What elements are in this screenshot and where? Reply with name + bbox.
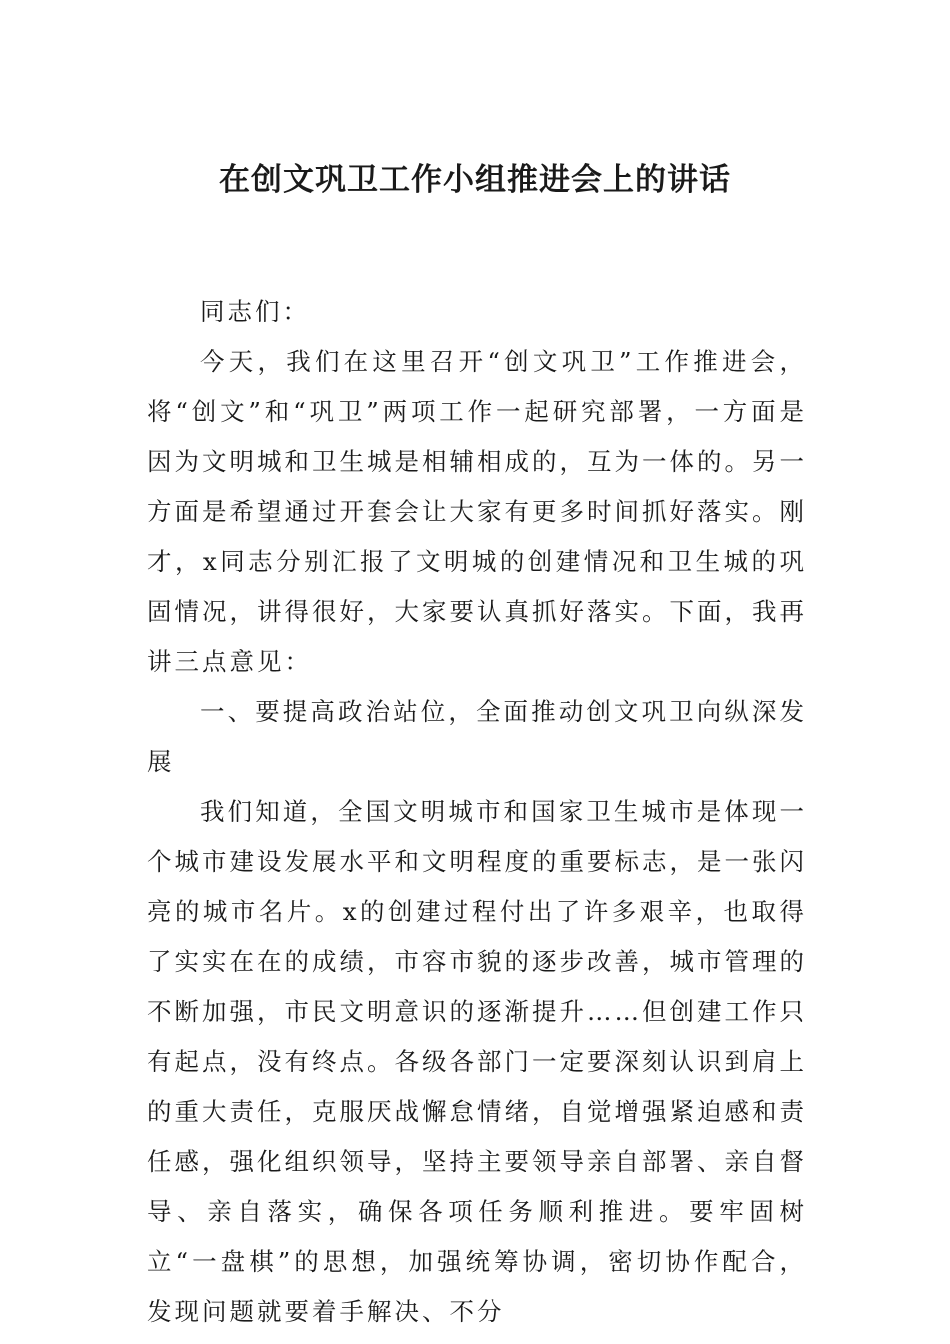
paragraph-intro: 今天，我们在这里召开“创文巩卫”工作推进会，将“创文”和“巩卫”两项工作一起研究部署，一方面是因为文明城和卫生城是相辅相成的，互为一体的。另一方面是希望通过开套会让大家有更多时间抓好落实。刚才，x同志分别汇报了文明城的创建情况和卫生城的巩固情况，讲得很好，大家要认真抓好落实。下面，我再讲三点意见： xyxy=(147,347,807,676)
salutation: 同志们： xyxy=(200,297,310,326)
paragraph-section-1: 我们知道，全国文明城市和国家卫生城市是体现一个城市建设发展水平和文明程度的重要标志，是一张闪亮的城市名片。x的创建过程付出了许多艰辛，也取得了实实在在的成绩，市容市貌的逐步改善，城市管理的不断加强，市民文明意识的逐渐提升……但创建工作只有起点，没有终点。各级各部门一定要深刻认识到肩上的重大责任，克服厌战懈怠情绪，自觉增强紧迫感和责任感，强化组织领导，坚持主要领导亲自部署、亲自督导、亲自落实，确保各项任务顺利推进。要牢固树立“一盘棋”的思想，加强统筹协调，密切协作配合，发现问题就要着手解决、不分 xyxy=(147,797,807,1326)
document-title: 在创文巩卫工作小组推进会上的讲话 xyxy=(219,162,731,198)
document-body xyxy=(147,287,807,1337)
section-heading-1: 一、要提高政治站位，全面推动创文巩卫向纵深发展 xyxy=(147,697,807,776)
